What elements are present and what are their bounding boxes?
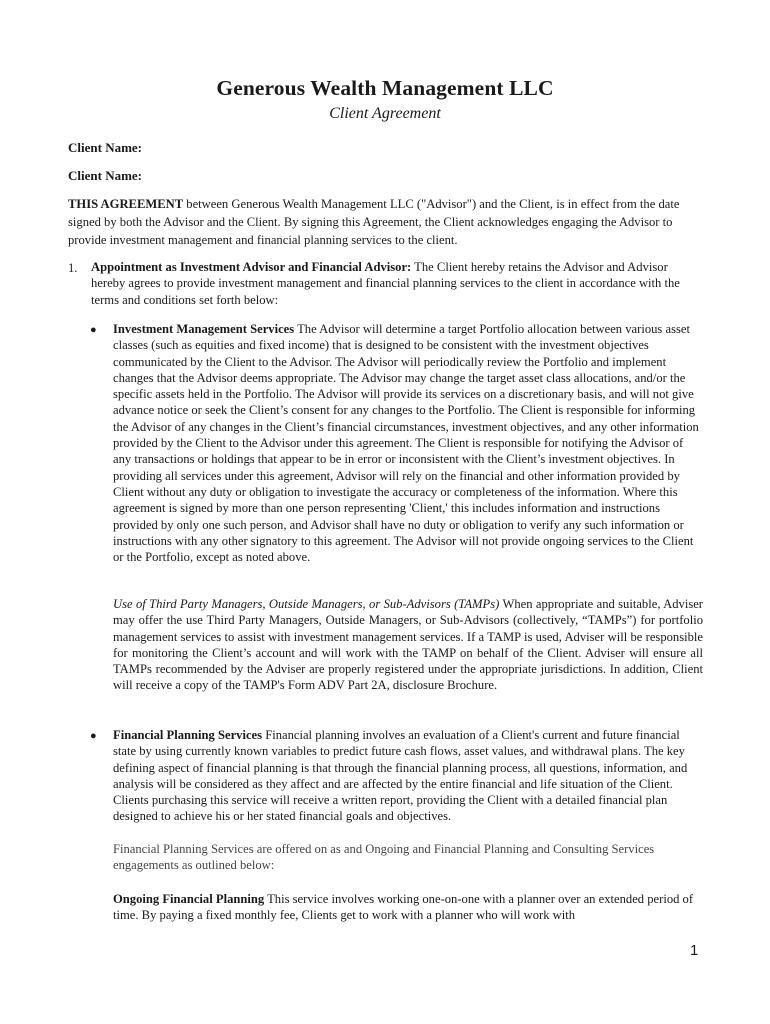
page-number: 1 (690, 942, 699, 959)
section-1-number: 1. (68, 261, 78, 275)
investment-management-text: The Advisor will determine a target Portfolio allocation between various asset classes (such as equities and fixed income) that is designed to be consistent with the investment objectives communicated by the Client to the Advisor. The Advisor will periodically review the Portfolio and implement changes that the Advisor deems appropriate. The Advisor may change the target asset class allocations, and/or the specific assets held in the Portfolio. The Advisor will provide its services on a discretionary basis, and will not give advance notice or seek the Client’s consent for any changes to the Portfolio. The Client is responsible for informing the Advisor of any changes in the Client’s financial circumstances, investment objectives, and any other information provided by the Client to the Advisor under this agreement. The Client is responsible for notifying the Advisor of any transactions or holdings that appear to be in error or inconsistent with the Client’s investment objectives. In providing all services under this agreement, Advisor will rely on the financial and other information provided by Client without any duty or obligation to investigate the accuracy or completeness of the information. Where this agreement is signed by more than one person representing 'Client,' this includes information and instructions provided by only one such person, and Advisor shall have no duty or obligation to verify any such information or instructions with any other signatory to this agreement. The Advisor will not provide ongoing services to the Client or the Portfolio, except as noted above. (113, 322, 699, 565)
investment-management-paragraph (113, 321, 703, 565)
investment-management-heading: Investment Management Services (113, 322, 295, 336)
ongoing-planning-heading: Ongoing Financial Planning (113, 892, 265, 906)
section-1-paragraph (91, 259, 703, 308)
bullet-icon: ● (90, 730, 97, 742)
financial-planning-offered: Financial Planning Services are offered on as and Ongoing and Financial Planning and Consulting Services engagements as outlined below: (113, 842, 655, 873)
section-1-heading: Appointment as Investment Advisor and Financial Advisor: (91, 260, 412, 274)
financial-planning-paragraph (113, 727, 703, 825)
section-1-text: The Client hereby retains the Advisor and Advisor hereby agrees to provide investment management and financial planning services to the client in accordance with the terms and conditions set forth below: (91, 260, 680, 307)
financial-planning-heading: Financial Planning Services (113, 728, 263, 742)
document-subtitle: Client Agreement (329, 105, 441, 122)
tamps-text: When appropriate and suitable, Adviser may offer the use Third Party Managers, Outside Managers, or Sub-Advisors (collectively, “TAMPs”) for portfolio management services to assist with investment management services. If a TAMP is used, Adviser will be responsible for monitoring the Client’s account and will work with the TAMP on behalf of the Client. Adviser will ensure all TAMPs recommended by the Adviser are properly registered under the appropriate jurisdictions. In addition, Client will receive a copy of the TAMP's Form ADV Part 2A, disclosure Brochure. (113, 597, 704, 693)
ongoing-planning-paragraph (113, 891, 703, 924)
tamps-paragraph (113, 596, 703, 694)
intro-text: between Generous Wealth Management LLC ("Advisor") and the Client, is in effect from the date signed by both the Advisor and the Client. By signing this Agreement, the Client acknowledges engaging the Advisor to provide investment management and financial planning services to the client. (68, 197, 680, 247)
bullet-icon: ● (90, 324, 97, 336)
intro-paragraph (68, 195, 703, 249)
financial-planning-text: Financial planning involves an evaluation of a Client's current and future financial state by using currently known variables to predict future cash flows, asset values, and withdrawal plans. The key defining aspect of financial planning is that through the financial planning process, all questions, information, and analysis will be considered as they affect and are affected by the entire financial and life situation of the Client. Clients purchasing this service will receive a written report, providing the Client with a detailed financial plan designed to achieve his or her stated financial goals and objectives. (113, 728, 688, 824)
client-name-label-1: Client Name: (68, 140, 143, 155)
intro-lead: THIS AGREEMENT (68, 197, 184, 211)
document-title: Generous Wealth Management LLC (216, 76, 554, 100)
ongoing-planning-text: This service involves working one-on-one with a planner over an extended period of time. By paying a fixed monthly fee, Clients get to work with a planner who will work with (113, 892, 694, 923)
tamps-heading: Use of Third Party Managers, Outside Managers, or Sub-Advisors (TAMPs) (113, 597, 500, 611)
client-name-label-2: Client Name: (68, 168, 143, 183)
